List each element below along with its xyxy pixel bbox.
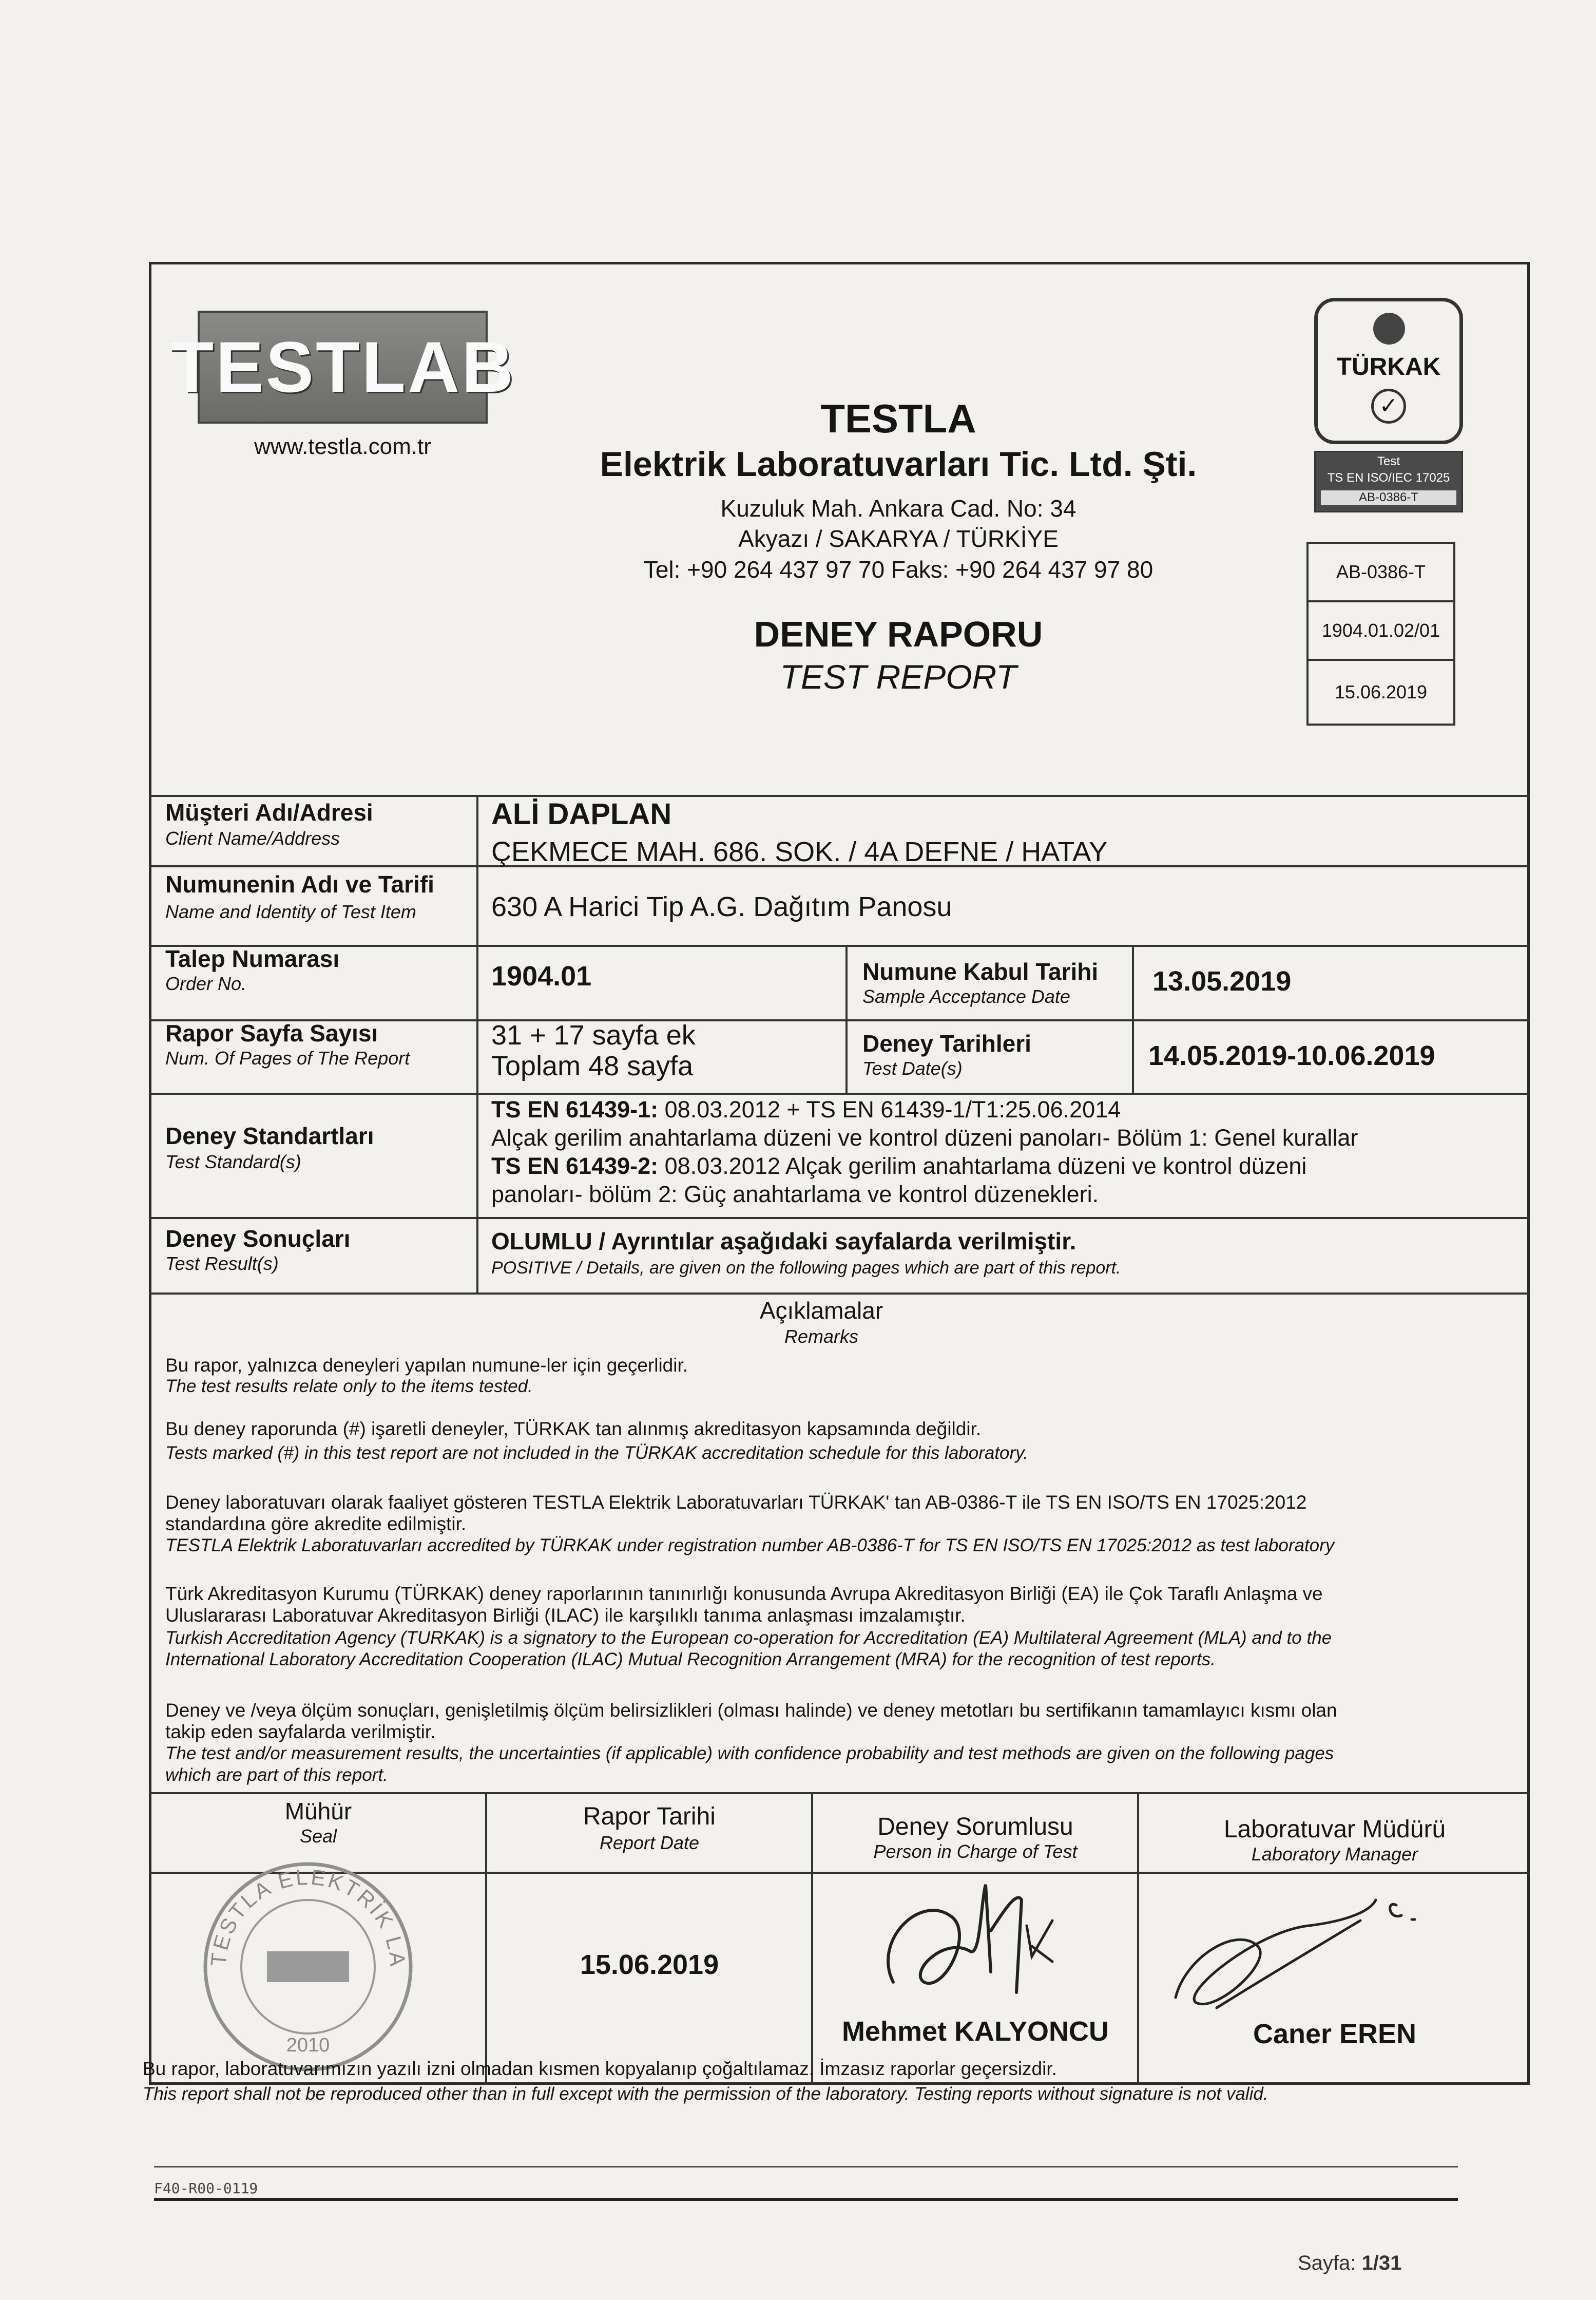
table-line <box>149 1792 1530 1794</box>
remark-4-en-1: Turkish Accreditation Agency (TURKAK) is a signatory to the European co-operation for Accreditation (EA) Multilateral Agreement (MLA) and to the <box>165 1628 1332 1648</box>
testlab-logo: TESTLAB <box>198 311 488 424</box>
pages-label-tr: Rapor Sayfa Sayısı <box>165 1020 378 1047</box>
manager-label-en: Laboratory Manager <box>1251 1843 1418 1865</box>
acceptance-date: 13.05.2019 <box>1152 966 1292 997</box>
acceptance-label-tr: Numune Kabul Tarihi <box>862 958 1099 985</box>
item-value: 630 A Harici Tip A.G. Dağıtım Panosu <box>491 891 952 922</box>
report-date-label-tr: Rapor Tarihi <box>583 1803 716 1830</box>
standard-2: TS EN 61439-2: 08.03.2012 Alçak gerilim anahtarlama düzeni ve kontrol düzeni <box>491 1153 1307 1179</box>
test-dates-value: 14.05.2019-10.06.2019 <box>1148 1040 1435 1071</box>
remark-1-tr: Bu rapor, yalnızca deneyleri yapılan numune-ler için geçerlidir. <box>165 1355 688 1376</box>
address-line-2: Akyazı / SAKARYA / TÜRKİYE <box>738 525 1059 552</box>
report-date-box: 15.06.2019 <box>1306 659 1455 726</box>
remark-4-tr-1: Türk Akreditasyon Kurumu (TÜRKAK) deney raporlarının tanınırlığı konusunda Avrupa Akreditasyon Birliği (EA) ile Çok Taraflı Anlaşma ve <box>165 1583 1323 1604</box>
table-line <box>476 795 478 1293</box>
remark-5-tr-1: Deney ve /veya ölçüm sonuçları, genişletilmiş ölçüm belirsizlikleri (olması halinde) ve deney metotları bu sertifikanın tamamlayıcı kısmı olan <box>165 1700 1337 1721</box>
seal-label-tr: Mühür <box>284 1798 352 1824</box>
table-line <box>149 1292 1530 1295</box>
remark-3-tr-2: standardına göre akredite edilmiştir. <box>165 1513 467 1534</box>
company-full-name: Elektrik Laboratuvarları Tic. Ltd. Şti. <box>600 445 1197 484</box>
table-line <box>149 1217 1530 1219</box>
test-dates-label-tr: Deney Tarihleri <box>862 1030 1031 1057</box>
footer-note-tr: Bu rapor, laboratuvarımızın yazılı izni olmadan kısmen kopyalanıp çoğaltılamaz. İmzasız raporlar geçersizdir. <box>143 2058 1057 2079</box>
svg-text:TESTLA ELEKTRİK LABORATUVARLAR: TESTLA ELEKTRİK LA <box>206 1865 410 1969</box>
remarks-title-en: Remarks <box>784 1326 859 1347</box>
footer-note-en: This report shall not be reproduced other than in full except with the permission of the laboratory. Testing reports without signature is not valid. <box>143 2084 1268 2104</box>
manager-signature <box>1155 1879 1463 2033</box>
order-label-tr: Talep Numarası <box>165 945 340 972</box>
table-line <box>811 1792 813 2085</box>
pages-value-1: 31 + 17 sayfa ek <box>491 1020 696 1051</box>
order-label-en: Order No. <box>165 973 247 994</box>
client-address: ÇEKMECE MAH. 686. SOK. / 4A DEFNE / HATAY <box>491 837 1108 867</box>
person-signature <box>862 1874 1099 2028</box>
person-name: Mehmet KALYONCU <box>841 2016 1109 2047</box>
person-label-tr: Deney Sorumlusu <box>877 1813 1073 1840</box>
client-name: ALİ DAPLAN <box>491 797 672 831</box>
pages-value-2: Toplam 48 sayfa <box>491 1051 694 1081</box>
website-text: www.testla.com.tr <box>254 434 431 459</box>
check-icon: ✓ <box>1371 389 1406 424</box>
remark-4-tr-2: Uluslararası Laboratuvar Akreditasyon Birliği (ILAC) ile karşılıklı tanıma anlaşması imzalamıştır. <box>165 1605 966 1626</box>
test-dates-label-en: Test Date(s) <box>862 1058 963 1079</box>
remark-2-tr: Bu deney raporunda (#) işaretli deneyler, TÜRKAK tan alınmış akreditasyon kapsamında değildir. <box>165 1418 982 1439</box>
form-code: F40-R00-0119 <box>154 2180 258 2197</box>
address-line-1: Kuzuluk Mah. Ankara Cad. No: 34 <box>720 495 1076 522</box>
result-label-en: Test Result(s) <box>165 1253 279 1274</box>
table-line <box>1132 945 1134 1094</box>
result-label-tr: Deney Sonuçları <box>165 1225 351 1252</box>
item-label-tr: Numunenin Adı ve Tarifi <box>165 871 434 898</box>
result-value-tr: OLUMLU / Ayrıntılar aşağıdaki sayfalarda verilmiştir. <box>491 1228 1076 1254</box>
report-title-en: TEST REPORT <box>780 658 1017 696</box>
seal-label-en: Seal <box>299 1826 337 1847</box>
client-label-tr: Müşteri Adı/Adresi <box>165 799 373 826</box>
client-label-en: Client Name/Address <box>165 828 340 849</box>
result-value-en: POSITIVE / Details, are given on the following pages which are part of this report. <box>491 1258 1121 1278</box>
standard-2-desc: panoları- bölüm 2: Güç anahtarlama ve kontrol düzenekleri. <box>491 1181 1099 1207</box>
remark-1-en: The test results relate only to the items tested. <box>165 1376 533 1396</box>
accreditation-code-box: AB-0386-T <box>1306 542 1455 602</box>
remark-5-tr-2: takip eden sayfalarda verilmiştir. <box>165 1721 436 1742</box>
remark-5-en-2: which are part of this report. <box>165 1765 388 1785</box>
report-number-box: 1904.01.02/01 <box>1306 600 1455 661</box>
order-number: 1904.01 <box>491 961 592 992</box>
pages-label-en: Num. Of Pages of The Report <box>165 1048 410 1069</box>
remark-3-tr-1: Deney laboratuvarı olarak faaliyet gösteren TESTLA Elektrik Laboratuvarları TÜRKAK' tan AB-0386-T ile TS EN ISO/TS EN 17025:2012 <box>165 1492 1307 1513</box>
accreditation-badge: Test TS EN ISO/IEC 17025 AB-0386-T <box>1314 451 1463 512</box>
person-label-en: Person in Charge of Test <box>873 1841 1078 1862</box>
table-line <box>485 1792 487 2085</box>
standards-label-tr: Deney Standartları <box>165 1123 374 1149</box>
acceptance-label-en: Sample Acceptance Date <box>862 986 1070 1007</box>
company-short-name: TESTLA <box>820 396 976 441</box>
report-title-tr: DENEY RAPORU <box>754 614 1043 654</box>
laboratory-seal-stamp <box>190 1849 426 2075</box>
manager-name: Caner EREN <box>1253 2019 1417 2049</box>
standard-1: TS EN 61439-1: 08.03.2012 + TS EN 61439-1/T1:25.06.2014 <box>491 1096 1121 1123</box>
report-date-label-en: Report Date <box>599 1832 700 1853</box>
crescent-icon <box>1373 313 1405 345</box>
table-line <box>1137 1792 1139 2085</box>
remark-5-en-1: The test and/or measurement results, the uncertainties (if applicable) with confidence probability and test methods are given on the following pages <box>165 1743 1334 1763</box>
table-line <box>845 945 848 1094</box>
remark-4-en-2: International Laboratory Accreditation Cooperation (ILAC) Mutual Recognition Arrangement (MRA) for the recognition of test reports. <box>165 1649 1216 1669</box>
standard-1-desc: Alçak gerilim anahtarlama düzeni ve kontrol düzeni panoları- Bölüm 1: Genel kurallar <box>491 1125 1358 1151</box>
table-line <box>149 795 1530 797</box>
manager-label-tr: Laboratuvar Müdürü <box>1223 1816 1446 1843</box>
remark-2-en: Tests marked (#) in this test report are not included in the TÜRKAK accreditation schedule for this laboratory. <box>165 1443 1028 1463</box>
phone-fax-line: Tel: +90 264 437 97 70 Faks: +90 264 437 97 80 <box>643 556 1153 583</box>
table-line <box>149 945 1530 947</box>
remarks-title-tr: Açıklamalar <box>759 1297 883 1324</box>
footer-rule <box>154 2166 1458 2168</box>
report-date-value: 15.06.2019 <box>580 1949 719 1980</box>
table-line <box>149 1093 1530 1095</box>
turkak-logo: TÜRKAK ✓ <box>1314 298 1463 444</box>
svg-text:2010: 2010 <box>286 2035 330 2056</box>
item-label-en: Name and Identity of Test Item <box>165 901 416 922</box>
remark-3-en: TESTLA Elektrik Laboratuvarları accredited by TÜRKAK under registration number AB-0386-T for TS EN ISO/TS EN 17025:2012 as test laboratory <box>165 1535 1335 1555</box>
page-number: Sayfa: 1/31 <box>1298 2252 1402 2274</box>
standards-label-en: Test Standard(s) <box>165 1151 301 1172</box>
footer-rule-thick <box>154 2198 1458 2201</box>
